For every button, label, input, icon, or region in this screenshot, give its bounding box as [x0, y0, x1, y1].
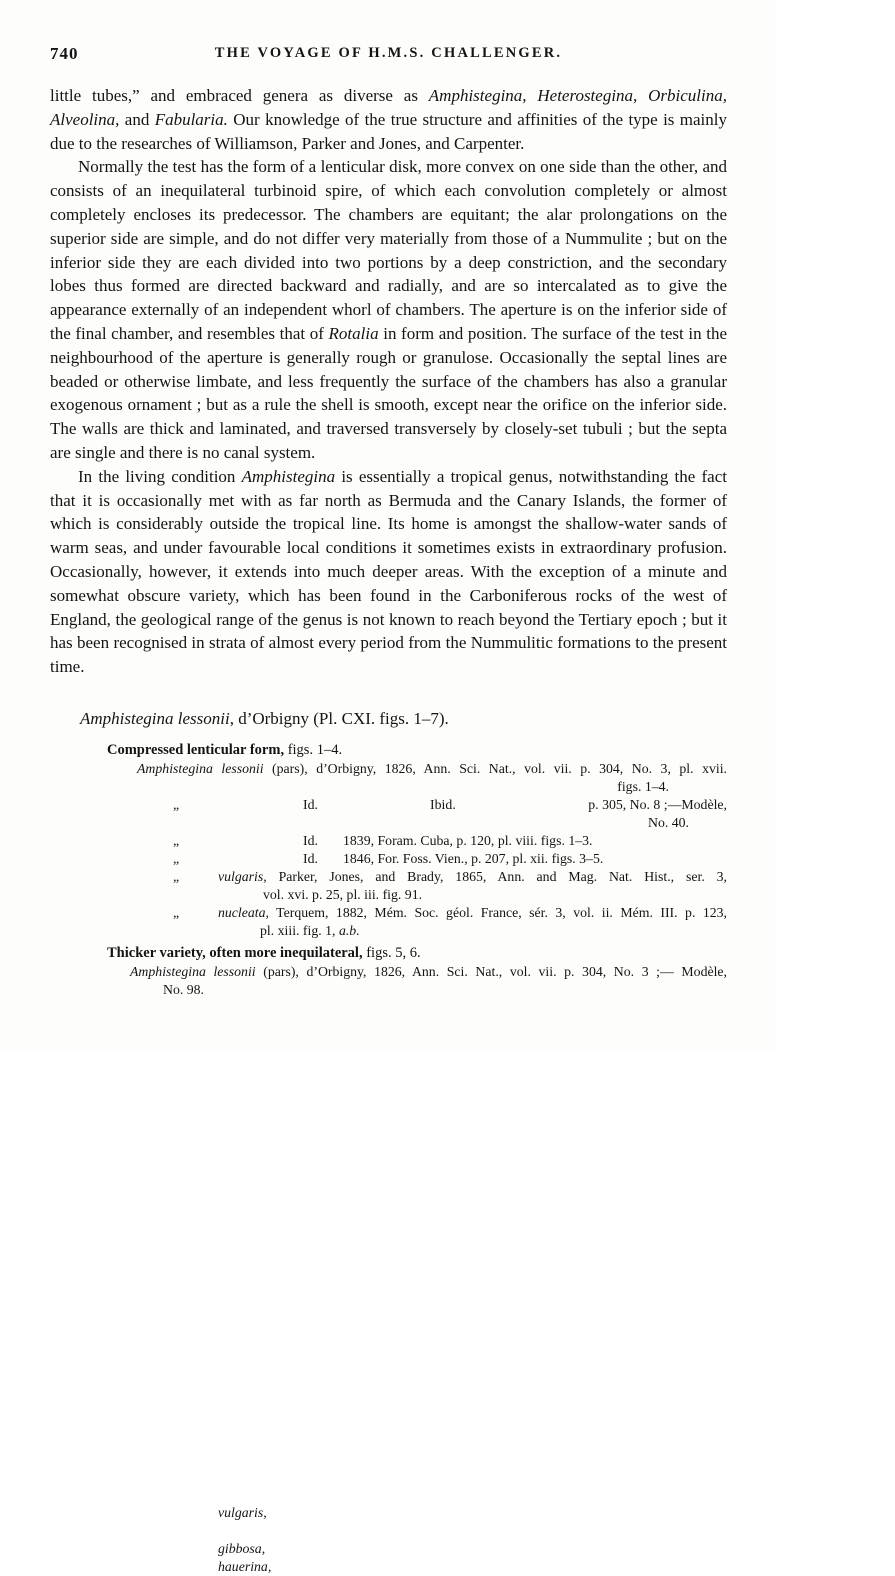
- synonymy-entry-lessonii: [50, 760, 727, 778]
- ditto-mark: „: [173, 869, 180, 884]
- taxon-name: Fabularia.: [154, 109, 228, 129]
- citation: 1839, Foram. Cuba, p. 120, pl. viii. figs. 1–3.: [343, 833, 593, 848]
- taxon-name: vulgaris,: [218, 869, 267, 884]
- text-run: In the living condition: [78, 466, 242, 486]
- taxon-name: nucleata,: [218, 905, 269, 920]
- species-name: Amphistegina lessonii: [80, 709, 230, 728]
- page-number: 740: [50, 44, 79, 63]
- taxon-name: vulgaris,: [218, 1505, 267, 1520]
- citation: d’Orbigny, 1826, Ann. Sci. Nat., vol. vii. p. 304, No. 3 ;— Modèle,: [306, 964, 727, 979]
- taxon-name: Amphistegina lessonii: [130, 964, 256, 979]
- taxon-pars: (pars),: [263, 761, 317, 776]
- paragraph-2: [50, 155, 727, 464]
- variety-title: Thicker variety, often more inequilateral,: [107, 945, 363, 961]
- synonymy-continuation: vol. xvi. p. 25, pl. iii. fig. 91.: [263, 887, 423, 902]
- text-run: little tubes,” and embraced genera as diverse as: [50, 86, 429, 105]
- author-abbrev: Id.: [303, 797, 318, 812]
- citation: Parker, Jones, and Brady, 1865, Ann. and Mag. Nat. Hist., ser. 3,: [266, 869, 727, 884]
- taxon-name: Rotalia: [328, 323, 379, 343]
- citation: 1846, For. Foss. Vien., p. 207, pl. xii. figs. 3–5.: [343, 851, 604, 866]
- taxon-name: Amphistegina lessonii: [137, 761, 264, 776]
- taxon-name: hauerina,: [218, 1559, 272, 1574]
- taxon-name: Amphistegina, Heterostegina, Orbiculina, Alveolina,: [50, 86, 727, 129]
- ditto-mark: „: [173, 851, 180, 866]
- species-heading-rest: , d’Orbigny (Pl. CXI. figs. 1–7).: [229, 709, 449, 728]
- synonymy-continuation: [50, 922, 727, 940]
- text-run: is essentially a tropical genus, notwithstanding the fact that it is occasionally met with as far north as Bermuda and the Canary Islands, the former of which is considerably outside the tropical line. Its home is amongst the shallow-water sands of warm seas, and under favourable local conditions it sometimes exists in extraordinary profusion. Occasionally, however, it extends into much deeper areas. With the exception of a minute and somewhat obscure variety, which has been found in the Carboniferous rocks of the west of England, the geological range of the genus is not known to reach beyond the Tertiary epoch ; but it has been recognised in strata of almost every period from the Nummulitic formations to the present time.: [50, 466, 727, 677]
- synonymy-entry-nucleata: [50, 904, 727, 922]
- taxon-name: Amphistegina: [241, 466, 336, 486]
- citation: p. 305, No. 8 ;—Modèle,: [588, 797, 727, 812]
- variety-title: Compressed lenticular form,: [107, 742, 285, 758]
- synonymy-entry-vulgaris-parker: [50, 868, 727, 886]
- synonymy-continuation: figs. 1–4.: [617, 779, 669, 794]
- citation-line: [218, 904, 727, 922]
- running-head: [50, 44, 727, 66]
- text-run: and: [119, 109, 155, 129]
- ditto-mark: „: [173, 833, 180, 848]
- citation: d’Orbigny, 1826, Ann. Sci. Nat., vol. vii. p. 304, No. 3, pl. xvii.: [316, 761, 727, 776]
- taxon-name: gibbosa,: [218, 1541, 266, 1556]
- species-section: [50, 708, 727, 1574]
- running-title: THE VOYAGE OF H.M.S. CHALLENGER.: [214, 45, 563, 61]
- text-run: in form and position. The surface of the test in the neighbourhood of the aperture is generally rough or granulose. Occasionally the septal lines are beaded or otherwise limbate, and less frequently the surface of the chambers has also a granular exogenous ornament ; but as a rule the shell is smooth, except near the orifice on the inferior side. The walls are thick and laminated, and traversed transversely by closely-set tubuli ; but the septa are single and there is no canal system.: [50, 323, 727, 462]
- author-abbrev: Id.: [303, 851, 318, 866]
- citation: Terquem, 1882, Mém. Soc. géol. France, sér. 3, vol. ii. Mém. III. p. 123,: [268, 905, 727, 920]
- text-run: Normally the test has the form of a lenticular disk, more convex on one side than the other, and consists of an inequilateral turbinoid spire, of which each convolution completely or almost completely encloses its predecessor. The chambers are equitant; the alar prolongations on the superior side are simple, and do not differ very materially from those of a Nummulite ; but on the inferior side they are each divided into two portions by a deep constriction, and the secondary lobes thus formed are directed backward and radially, and are so intercalated as to give the appearance externally of an independent whorl of chambers. The aperture is on the inferior side of the final chamber, and resembles that of: [50, 157, 727, 343]
- synonymy-list: [50, 741, 727, 1574]
- ditto-mark: „: [173, 905, 180, 920]
- ditto-mark: „: [173, 797, 180, 812]
- variety-figs: figs. 1–4.: [284, 742, 343, 758]
- citation-line: [218, 868, 727, 886]
- variety-heading-thicker: [50, 944, 727, 963]
- synonymy-continuation: No. 98.: [163, 982, 205, 997]
- body-text: [50, 84, 727, 679]
- author-abbrev: Id.: [303, 833, 318, 848]
- variety-figs: figs. 5, 6.: [362, 945, 421, 961]
- text-run: Our knowledge of the true structure and affinities of the type is mainly due to the researches of Williamson, Parker and Jones, and Carpenter.: [50, 109, 728, 153]
- paragraph-3: [50, 465, 727, 679]
- taxon-pars: (pars),: [255, 964, 307, 979]
- figure-letters: a.b.: [338, 923, 360, 938]
- synonymy-entry-lessonii-2: [50, 963, 727, 981]
- synonymy-continuation: No. 40.: [647, 815, 689, 830]
- source-abbrev: Ibid.: [430, 797, 456, 812]
- species-heading: [50, 708, 727, 730]
- variety-heading-compressed: [50, 741, 727, 760]
- citation: pl. xiii. fig. 1,: [260, 923, 339, 938]
- paragraph-1: [50, 84, 727, 155]
